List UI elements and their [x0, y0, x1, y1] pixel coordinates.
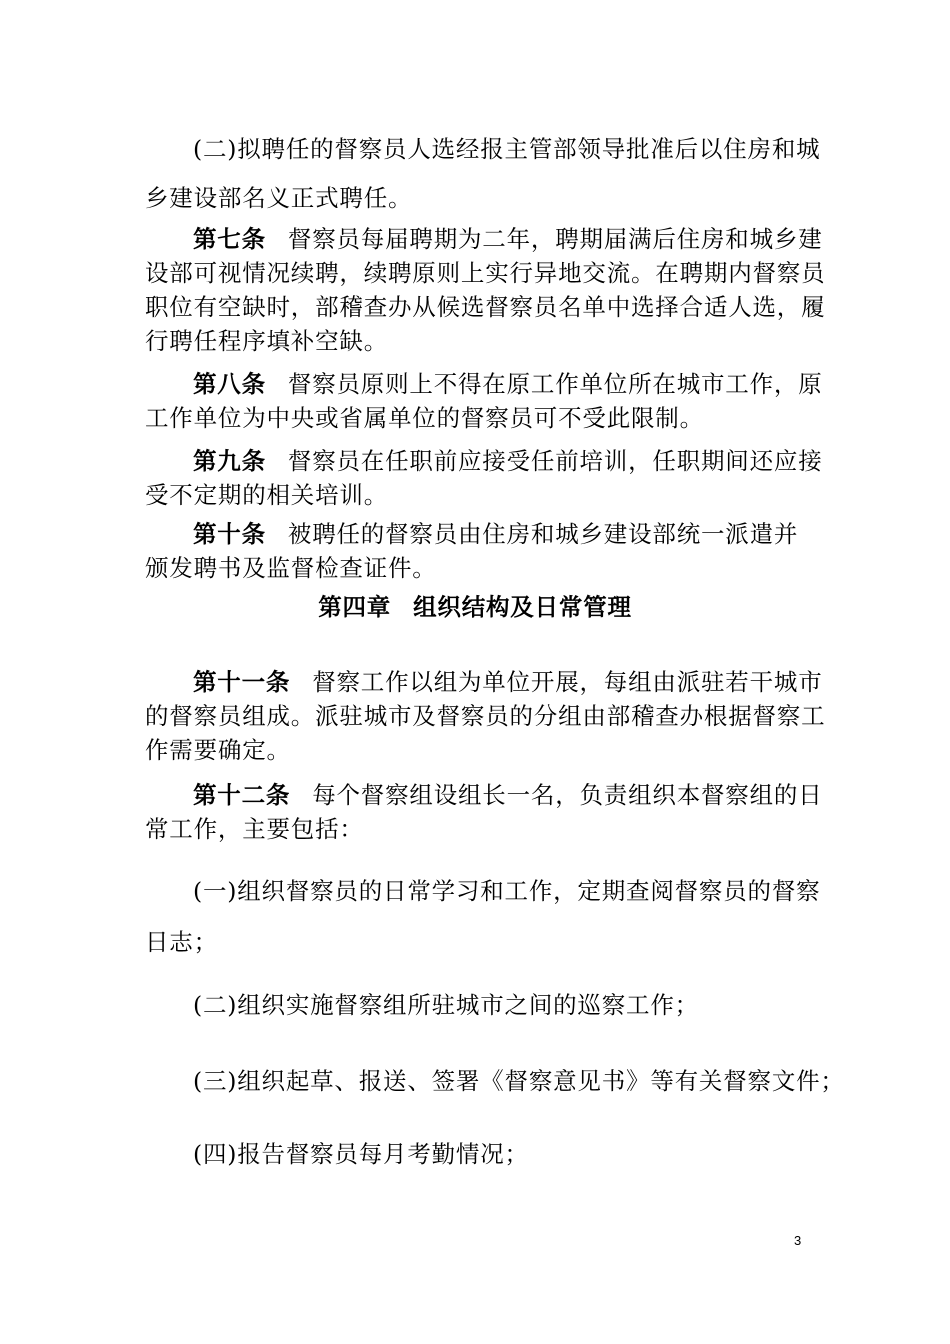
paragraph-text: 每个督察组设组长一名，负责组织本督察组的日 — [312, 781, 823, 809]
article-label: 第十二条 — [193, 781, 291, 809]
article-label: 第十条 — [193, 520, 266, 548]
paragraph-line: 颁发聘书及监督检查证件。 — [145, 554, 437, 582]
paragraph-line: 受不定期的相关培训。 — [145, 481, 388, 509]
article-9 — [193, 446, 823, 476]
article-label: 第七条 — [193, 225, 266, 253]
article-label: 第九条 — [193, 447, 266, 475]
article-7 — [193, 224, 823, 254]
paragraph-line: 设部可视情况续聘，续聘原则上实行异地交流。在聘期内督察员 — [145, 259, 826, 287]
list-item: (一)组织督察员的日常学习和工作，定期查阅督察员的督察 — [193, 877, 821, 905]
chapter-number: 第四章 — [318, 593, 392, 621]
chapter-title: 组织结构及日常管理 — [413, 593, 632, 621]
paragraph-line: 的督察员组成。派驻城市及督察员的分组由部稽查办根据督察工 — [145, 702, 826, 730]
list-item: (二)组织实施督察组所驻城市之间的巡察工作； — [193, 991, 699, 1019]
paragraph-text: 督察员原则上不得在原工作单位所在城市工作，原 — [287, 370, 823, 398]
paragraph-line: 作需要确定。 — [145, 736, 291, 764]
paragraph-line: 工作单位为中央或省属单位的督察员可不受此限制。 — [145, 404, 704, 432]
paragraph-line: 职位有空缺时，部稽查办从候选督察员名单中选择合适人选，履 — [145, 293, 826, 321]
article-11 — [193, 667, 823, 697]
paragraph-text: 督察员在任职前应接受任前培训，任职期间还应接 — [287, 447, 823, 475]
paragraph-line: 行聘任程序填补空缺。 — [145, 327, 388, 355]
paragraph-text: 督察员每届聘期为二年，聘期届满后住房和城乡建 — [287, 225, 823, 253]
page-number: 3 — [794, 1233, 802, 1248]
paragraph-line: 常工作，主要包括： — [145, 815, 364, 843]
article-label: 第八条 — [193, 370, 266, 398]
article-10 — [193, 519, 810, 549]
article-12 — [193, 780, 823, 810]
article-8 — [193, 369, 823, 399]
article-label: 第十一条 — [193, 668, 291, 696]
paragraph-line: (二)拟聘任的督察员人选经报主管部领导批准后以住房和城 — [193, 135, 821, 163]
paragraph-line: 乡建设部名义正式聘任。 — [145, 184, 413, 212]
paragraph-text: 督察工作以组为单位开展，每组由派驻若干城市 — [312, 668, 823, 696]
list-item: (三)组织起草、报送、签署《督察意见书》等有关督察文件； — [193, 1067, 845, 1095]
list-item-continued: 日志； — [145, 928, 218, 956]
list-item: (四)报告督察员每月考勤情况； — [193, 1140, 529, 1168]
paragraph-text: 被聘任的督察员由住房和城乡建设部统一派遣并 — [287, 520, 799, 548]
chapter-heading — [0, 592, 950, 622]
